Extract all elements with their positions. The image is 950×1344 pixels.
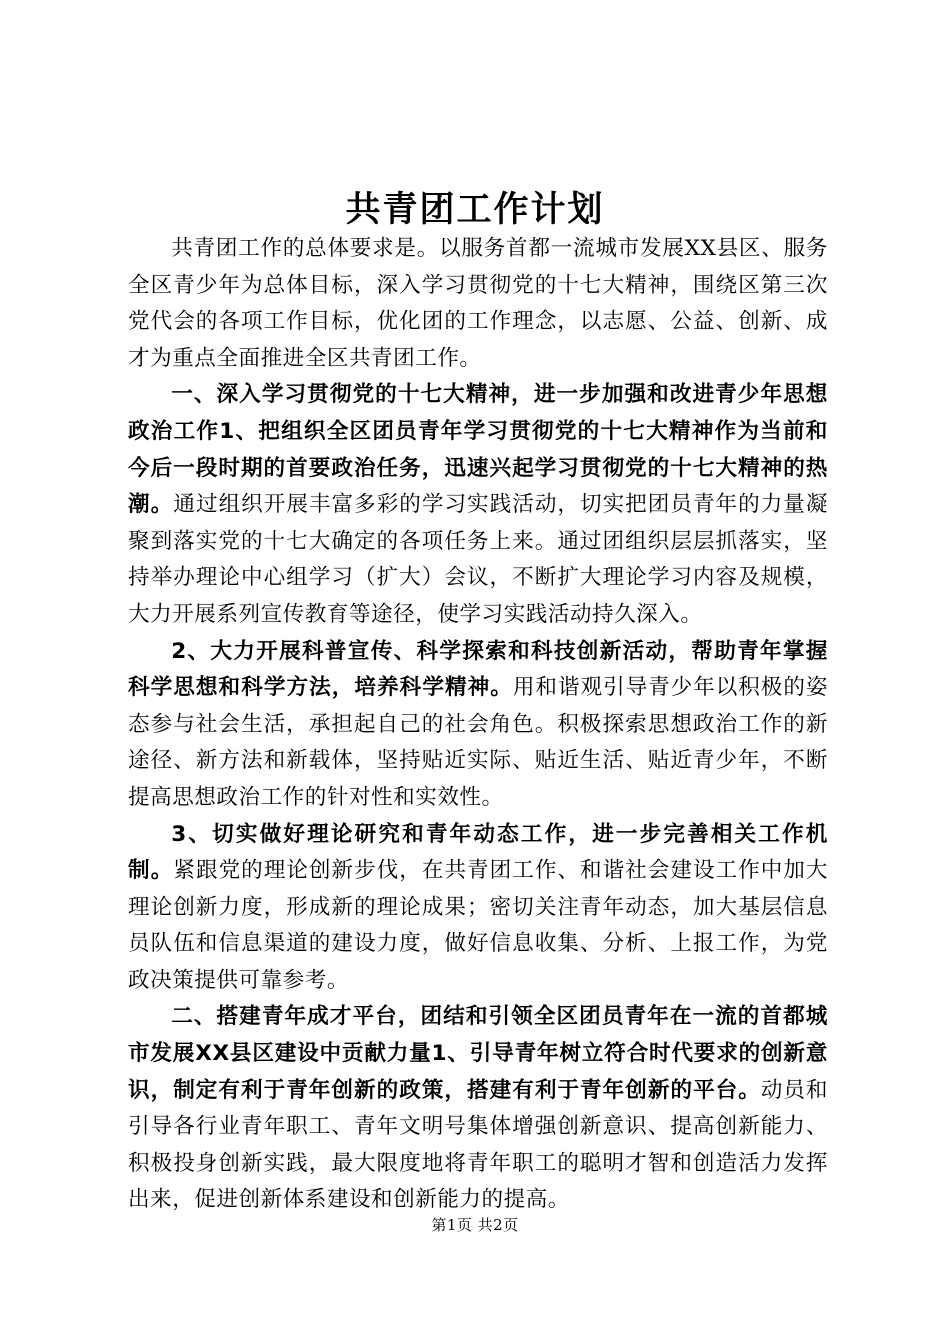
paragraph-text: 通过组织开展丰富多彩的学习实践活动，切实把团员青年的力量凝聚到落实党的十七大确定的各项任务上来。通过团组织层层抓落实，坚持举办理论中心组学习（扩大）会议，不断扩大理论学习内容及规模，大力开展系列宣传教育等途径，使学习实践活动持久深入。 [128, 492, 828, 627]
paragraph-item-3 [128, 817, 828, 1000]
paragraph-section-2 [128, 999, 828, 1219]
paragraph-text: 共青团工作的总体要求是。以服务首都一流城市发展XX县区、服务全区青少年为总体目标，深入学习贯彻党的十七大精神，围绕区第三次党代会的各项工作目标，优化团的工作理念，以志愿、公益、创新、成才为重点全面推进全区共青团工作。 [128, 236, 828, 371]
paragraph-section-1 [128, 377, 828, 633]
paragraph-text: 动员和引导各行业青年职工、青年文明号集体增强创新意识、提高创新能力、积极投身创新实践，最大限度地将青年职工的聪明才智和创造活力发挥出来，促进创新体系建设和创新能力的提高。 [128, 1077, 828, 1213]
page-title: 共青团工作计划 [345, 189, 605, 230]
paragraph-intro [128, 231, 828, 377]
paragraph-lead: 2、大力开展科普宣传、科学探索和科技创新活动，帮助青年掌握科学思想和科学方法，培养科学精神。 [128, 638, 828, 701]
paragraph-lead: 一、深入学习贯彻党的十七大精神，进一步加强和改进青少年思想政治工作1、把组织全区团员青年学习贯彻党的十七大精神作为当前和今后一段时期的首要政治任务，迅速兴起学习贯彻党的十七大精神的热潮。 [128, 382, 828, 518]
document-body [128, 231, 828, 1219]
paragraph-lead: 二、搭建青年成才平台，团结和引领全区团员青年在一流的首都城市发展XX县区建设中贡献力量1、引导青年树立符合时代要求的创新意识，制定有利于青年创新的政策，搭建有利于青年创新的平台。 [128, 1004, 828, 1103]
paragraph-text: 用和谐观引导青少年以积极的姿态参与社会生活，承担起自己的社会角色。积极探索思想政治工作的新途径、新方法和新载体，坚持贴近实际、贴近生活、贴近青少年，不断提高思想政治工作的针对性和实效性。 [128, 675, 828, 810]
paragraph-item-2 [128, 634, 828, 817]
paragraph-lead: 3、切实做好理论研究和青年动态工作，进一步完善相关工作机制。 [128, 821, 828, 884]
page-footer: 第1页 共2页 [431, 1216, 519, 1234]
paragraph-text: 紧跟党的理论创新步伐，在共青团工作、和谐社会建设工作中加大理论创新力度，形成新的理论成果；密切关注青年动态，加大基层信息员队伍和信息渠道的建设力度，做好信息收集、分析、上报工作，为党政决策提供可靠参考。 [128, 858, 828, 993]
